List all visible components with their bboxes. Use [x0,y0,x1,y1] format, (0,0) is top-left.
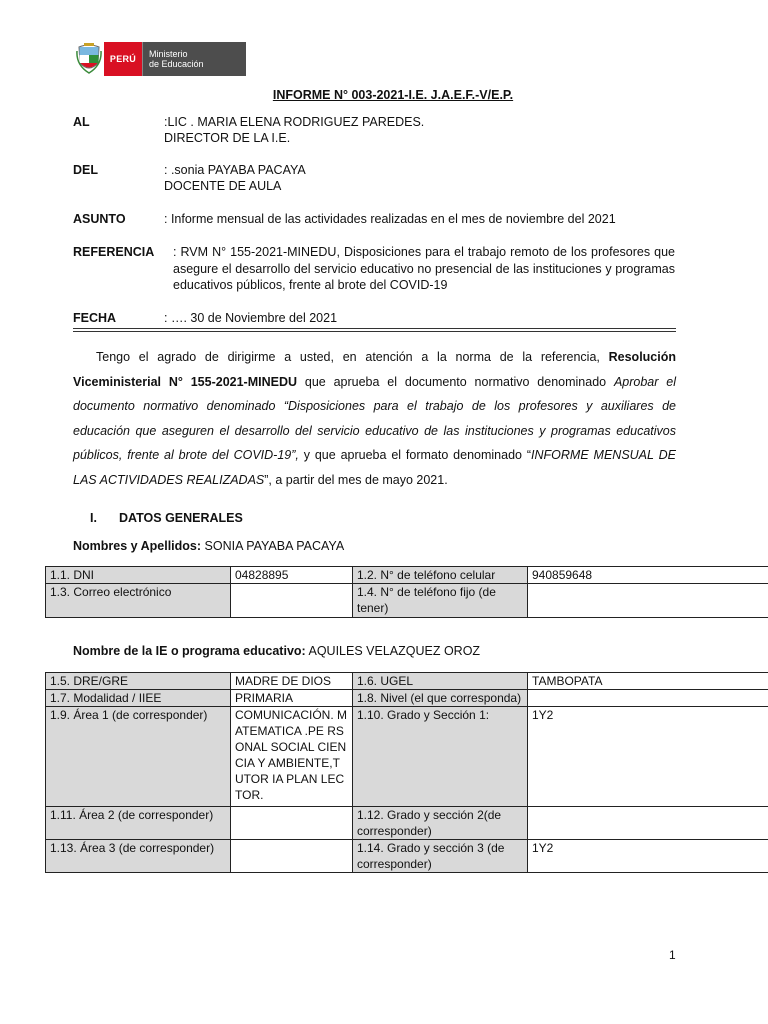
table-cell: 1.10. Grado y Sección 1: [353,707,528,807]
logo-ministry [142,42,246,76]
section-number: I. [90,511,97,525]
fecha-value: : …. 30 de Noviembre del 2021 [164,311,338,325]
para-text: y que aprueba el formato denominado “ [298,448,532,463]
table-cell: 1Y2 [528,707,768,807]
table-cell: TAMBOPATA [528,673,768,690]
table-row [46,690,768,707]
asunto-value: : Informe mensual de las actividades realizadas en el mes de noviembre del 2021 [164,212,616,226]
fecha-label: FECHA [73,311,117,325]
para-italic-format: INFORME MENSUAL DE LAS ACTIVIDADES REALIZADAS [73,448,676,487]
table-row [46,673,768,690]
table-cell: 1.6. UGEL [353,673,528,690]
table-cell: 1.14. Grado y sección 3 (de corresponder) [353,840,528,873]
table-cell [231,584,353,618]
asunto-label: ASUNTO [73,212,126,226]
logo-country: PERÚ [104,42,142,76]
del-label: DEL [73,163,98,177]
ie-label: Nombre de la IE o programa educativo: [73,644,306,658]
table-cell: 1.3. Correo electrónico [46,584,231,618]
table-cell: 1.4. N° de teléfono fijo (de tener) [353,584,528,618]
table-cell [528,584,768,618]
personal-data-table [45,566,768,618]
table-cell: 1.7. Modalidad / IIEE [46,690,231,707]
para-text: ”, a partir del mes de mayo 2021. [264,472,448,487]
table-cell [231,807,353,840]
table-row [46,840,768,873]
divider-line [73,331,676,332]
page-number: 1 [669,948,676,962]
table-cell: 1.1. DNI [46,567,231,584]
divider-line [73,328,676,329]
table-cell: 1.2. N° de teléfono celular [353,567,528,584]
table-cell: 1.12. Grado y sección 2(de corresponder) [353,807,528,840]
table-cell: 940859648 [528,567,768,584]
table-cell [528,690,768,707]
para-bold-resolution: Resolución Viceministerial N° 155-2021-MINEDU [73,350,676,389]
table-cell: 1.13. Área 3 (de corresponder) [46,840,231,873]
table-cell: 1.8. Nivel (el que corresponda) [353,690,528,707]
name-label: Nombres y Apellidos: [73,539,202,553]
table-cell: 1.5. DRE/GRE [46,673,231,690]
table-cell: 1Y2 [528,840,768,873]
table-cell: PRIMARIA [231,690,353,707]
table-row [46,584,768,618]
del-line1: : .sonia PAYABA PACAYA [164,163,306,177]
ie-line [73,644,480,658]
al-label: AL [73,115,90,129]
table-cell: 1.11. Área 2 (de corresponder) [46,807,231,840]
ie-data-table [45,672,768,873]
ministry-logo [74,42,246,76]
document-title [0,88,768,102]
coat-of-arms-icon [74,42,104,76]
table-cell [231,840,353,873]
para-italic-title: Aprobar el documento normativo denominado “Disposiciones para el trabajo de los profesores y auxiliares de educación que aseguren el desarrollo del servicio educativo de las instituciones y programas educativos públicos, frente al brote del COVID-19”, [73,374,676,463]
table-cell: COMUNICACIÓN. MATEMATICA .PE RSONAL SOCIAL CIENCIA Y AMBIENTE,TUTOR IA PLAN LECTOR. [231,707,353,807]
para-text: Tengo el agrado de dirigirme a usted, en atención a la norma de la referencia, [96,350,609,364]
logo-ministry-line2: de Educación [149,59,204,69]
section-title: DATOS GENERALES [119,511,243,525]
del-line2: DOCENTE DE AULA [164,179,282,193]
table-row [46,567,768,584]
al-line1: :LIC . MARIA ELENA RODRIGUEZ PAREDES. [164,115,425,129]
table-cell: MADRE DE DIOS [231,673,353,690]
table-row [46,707,768,807]
name-value: SONIA PAYABA PACAYA [201,539,345,553]
referencia-value: : RVM N° 155-2021-MINEDU, Disposiciones para el trabajo remoto de los profesores que asegure el desarrollo del servicio educativo no presencial de las instituciones y programas educativos públicos, frente al brote del COVID-19 [173,245,675,292]
document-title-text: INFORME N° 003-2021-I.E. J.A.E.F.-V/E.P. [272,88,514,102]
name-line [73,539,344,553]
para-text: que aprueba el documento normativo denominado [297,374,614,389]
al-line2: DIRECTOR DE LA I.E. [164,131,291,145]
table-cell: 04828895 [231,567,353,584]
ie-value: AQUILES VELAZQUEZ OROZ [305,644,481,658]
table-cell [528,807,768,840]
logo-ministry-line1: Ministerio [149,49,188,59]
referencia-label: REFERENCIA [73,245,155,259]
table-cell: 1.9. Área 1 (de corresponder) [46,707,231,807]
section-heading [90,511,243,525]
table-row [46,807,768,840]
body-paragraph [73,345,676,493]
